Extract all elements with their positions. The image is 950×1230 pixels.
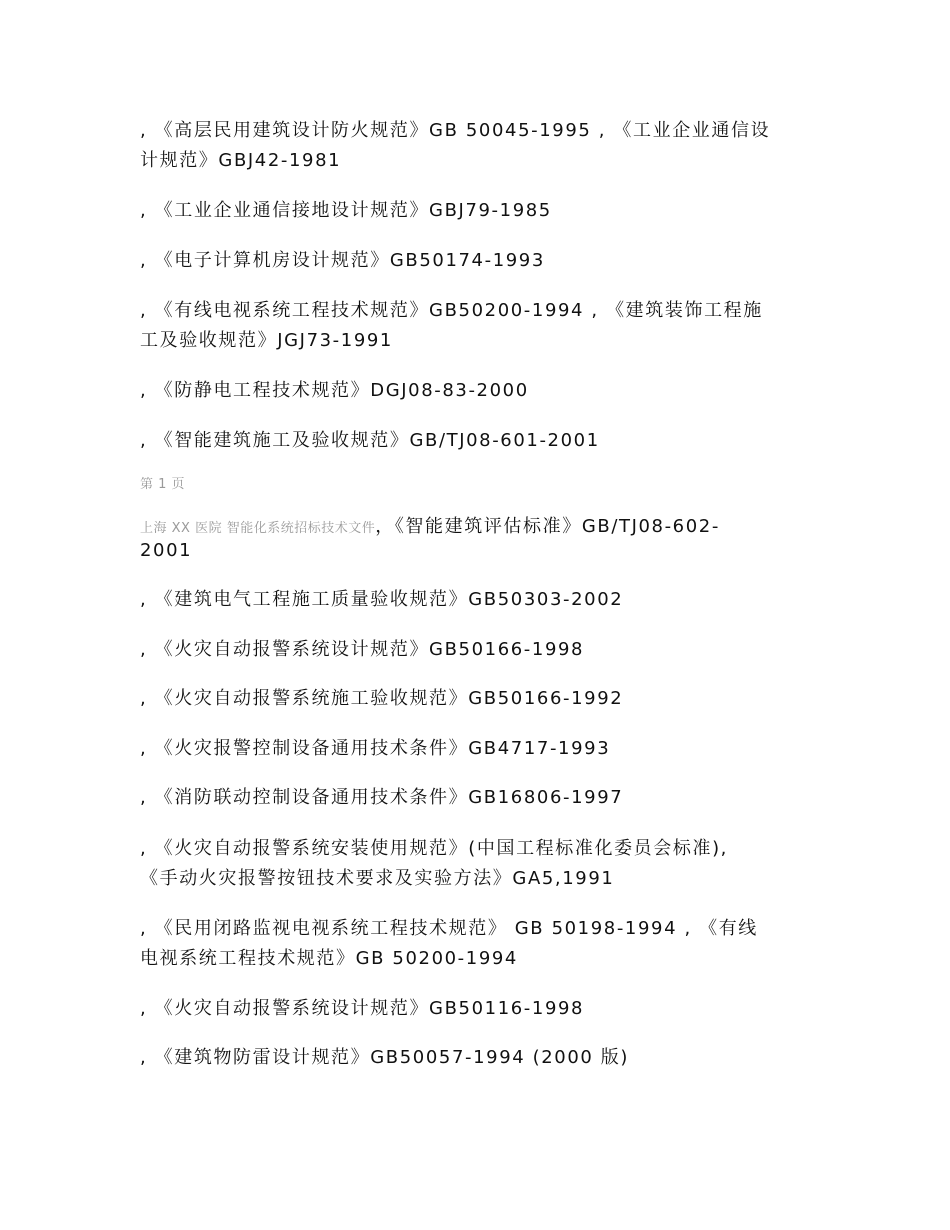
running-header-title: 上海 XX 医院 智能化系统招标技术文件	[140, 521, 376, 536]
standard-entry-4-line-2: 工及验收规范》JGJ73-1991	[140, 330, 393, 351]
standard-entry-6: , 《智能建筑施工及验收规范》GB/TJ08-601-2001	[140, 430, 600, 451]
standard-entry-2: , 《工业企业通信接地设计规范》GBJ79-1985	[140, 200, 552, 221]
standard-entry-11: , 《火灾报警控制设备通用技术条件》GB4717-1993	[140, 738, 611, 759]
standard-entry-9: , 《火灾自动报警系统设计规范》GB50166-1998	[140, 639, 585, 660]
standard-entry-14-line-1: , 《民用闭路监视电视系统工程技术规范》 GB 50198-1994 , 《有线	[140, 918, 758, 939]
standard-entry-1-line-1: , 《高层民用建筑设计防火规范》GB 50045-1995 , 《工业企业通信设	[140, 120, 771, 141]
standard-entry-10: , 《火灾自动报警系统施工验收规范》GB50166-1992	[140, 688, 624, 709]
standard-entry-14-line-2: 电视系统工程技术规范》GB 50200-1994	[140, 948, 518, 969]
standard-entry-3: , 《电子计算机房设计规范》GB50174-1993	[140, 250, 545, 271]
standard-entry-7-line-2: 2001	[140, 540, 193, 561]
standard-entry-1-line-2: 计规范》GBJ42-1981	[140, 150, 342, 171]
standard-entry-8: , 《建筑电气工程施工质量验收规范》GB50303-2002	[140, 589, 624, 610]
standard-entry-15: , 《火灾自动报警系统设计规范》GB50116-1998	[140, 998, 585, 1019]
standard-entry-13-line-2: 《手动火灾报警按钮技术要求及实验方法》GA5,1991	[140, 868, 615, 889]
standard-entry-13-line-1: , 《火灾自动报警系统安装使用规范》(中国工程标准化委员会标准),	[140, 838, 729, 859]
standard-entry-16: , 《建筑物防雷设计规范》GB50057-1994 (2000 版)	[140, 1047, 629, 1068]
standard-entry-4-line-1: , 《有线电视系统工程技术规范》GB50200-1994 , 《建筑装饰工程施	[140, 300, 763, 321]
page-number-footer: 第 1 页	[140, 477, 186, 492]
standard-entry-12: , 《消防联动控制设备通用技术条件》GB16806-1997	[140, 787, 624, 808]
running-header-with-entry	[140, 512, 720, 544]
standard-entry-7-line-1: ，《智能建筑评估标准》GB/TJ08-602-	[375, 516, 720, 537]
standard-entry-5: , 《防静电工程技术规范》DGJ08-83-2000	[140, 380, 529, 401]
